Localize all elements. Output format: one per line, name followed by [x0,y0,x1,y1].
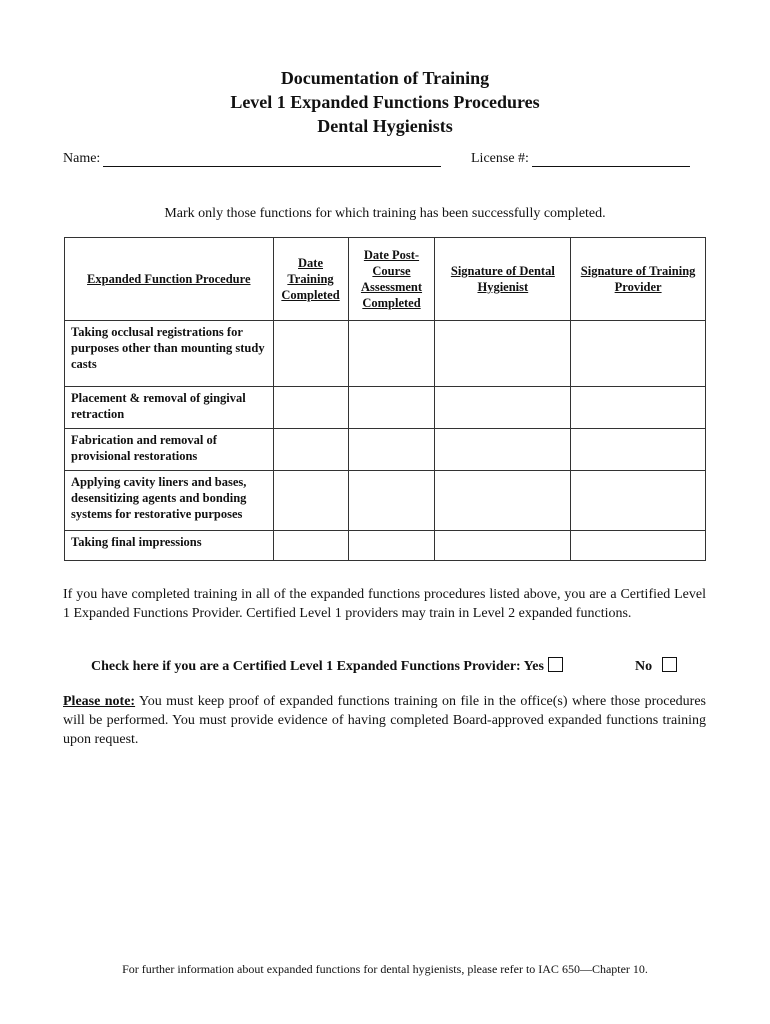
date-assessment-cell[interactable] [348,531,435,561]
hygienist-signature-cell[interactable] [435,387,571,429]
date-training-cell[interactable] [273,429,348,471]
no-label: No [635,659,653,674]
name-field [63,151,441,167]
procedure-cell: Taking occlusal registrations for purposes other than mounting study casts [65,321,274,387]
yes-checkbox[interactable] [548,657,563,672]
footer-reference: For further information about expanded functions for dental hygienists, please refer to IAC 650—Chapter 10. [122,962,648,976]
note-label: Please note: [63,694,136,709]
note-text: You must keep proof of expanded functions training on file in the office(s) where those procedures will be performed. You must provide evidence of having completed Board-approved expanded functions training upon request. [63,694,706,747]
date-assessment-cell[interactable] [348,429,435,471]
col-header-signature-provider: Signature of Training Provider [571,238,706,321]
license-label: License #: [471,151,529,166]
training-table [64,237,706,561]
col-header-procedure: Expanded Function Procedure [65,238,274,321]
date-training-cell[interactable] [273,531,348,561]
col-header-date-assessment: Date Post-Course Assessment Completed [348,238,435,321]
no-option [635,657,677,675]
license-input-line[interactable] [532,152,690,167]
name-label: Name: [63,151,101,166]
instruction-text: Mark only those functions for which training has been successfully completed. [164,206,606,221]
certification-check-row [91,657,711,675]
hygienist-signature-cell[interactable] [435,321,571,387]
col-header-date-training: Date Training Completed [273,238,348,321]
certification-paragraph: If you have completed training in all of the expanded functions procedures listed above, you are a Certified Level 1 Expanded Functions Provider. Certified Level 1 providers may train in Level 2 expanded functions. [63,587,706,621]
table-row [65,387,706,429]
hygienist-signature-cell[interactable] [435,531,571,561]
name-input-line[interactable] [103,152,441,167]
procedure-cell: Placement & removal of gingival retraction [65,387,274,429]
document-subtitle: Level 1 Expanded Functions Procedures [230,92,540,112]
date-training-cell[interactable] [273,387,348,429]
note-paragraph [63,692,706,749]
procedure-cell: Taking final impressions [65,531,274,561]
provider-signature-cell[interactable] [571,321,706,387]
provider-signature-cell[interactable] [571,471,706,531]
table-row [65,471,706,531]
date-assessment-cell[interactable] [348,321,435,387]
document-title: Documentation of Training [280,68,490,88]
col-header-signature-hygienist: Signature of Dental Hygienist [435,238,571,321]
no-checkbox[interactable] [662,657,677,672]
document-audience: Dental Hygienists [317,116,453,136]
check-label: Check here if you are a Certified Level 1 Expanded Functions Provider: Yes [91,659,544,674]
table-row [65,531,706,561]
provider-signature-cell[interactable] [571,387,706,429]
procedure-cell: Applying cavity liners and bases, desensitizing agents and bonding systems for restorative purposes [65,471,274,531]
date-training-cell[interactable] [273,471,348,531]
provider-signature-cell[interactable] [571,531,706,561]
date-assessment-cell[interactable] [348,387,435,429]
provider-signature-cell[interactable] [571,429,706,471]
table-row [65,429,706,471]
date-assessment-cell[interactable] [348,471,435,531]
hygienist-signature-cell[interactable] [435,471,571,531]
procedure-cell: Fabrication and removal of provisional restorations [65,429,274,471]
table-row [65,321,706,387]
date-training-cell[interactable] [273,321,348,387]
table-header-row [65,238,706,321]
license-field [471,151,690,167]
hygienist-signature-cell[interactable] [435,429,571,471]
